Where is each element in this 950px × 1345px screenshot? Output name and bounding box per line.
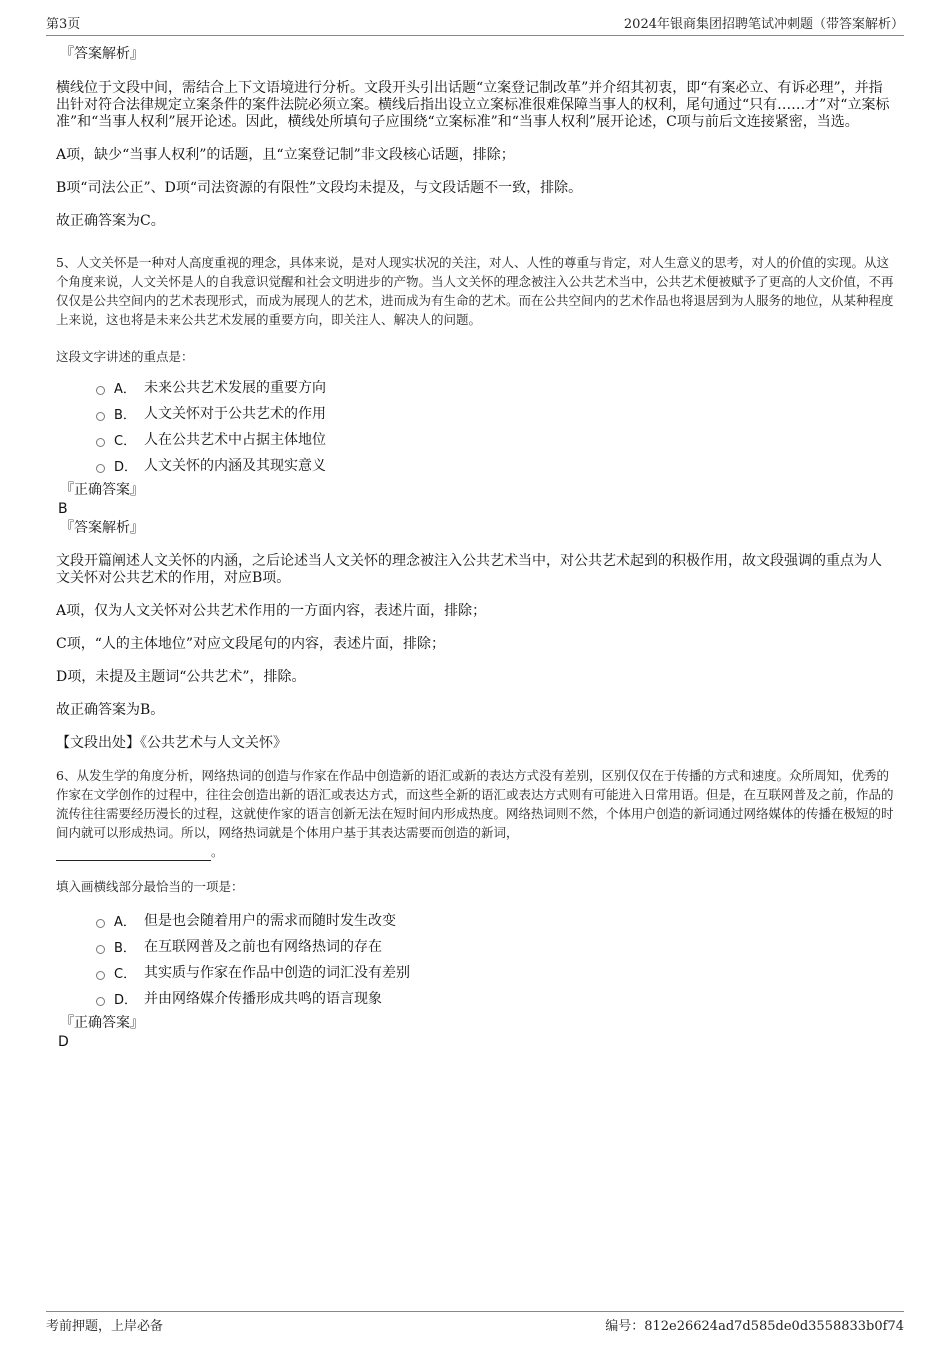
footer-slogan: 考前押题，上岸必备 (46, 1319, 164, 1334)
q6-option-c[interactable]: C． 其实质与作家在作品中创造的词汇没有差别 (96, 959, 894, 985)
q5-source: 【文段出处】《公共艺术与人文关怀》 (56, 735, 287, 751)
q5-option-c[interactable]: C． 人在公共艺术中占据主体地位 (96, 426, 894, 452)
q5-stem: 这段文字讲述的重点是： (56, 349, 194, 364)
fill-blank (56, 848, 211, 861)
q5-option-b[interactable]: B． 人文关怀对于公共艺术的作用 (96, 400, 894, 426)
q5-option-d[interactable]: D． 人文关怀的内涵及其现实意义 (96, 452, 894, 478)
q5-analysis-a: A项，仅为人文关怀对公共艺术作用的一方面内容，表述片面，排除； (56, 603, 487, 619)
q5-option-a[interactable]: A． 未来公共艺术发展的重要方向 (96, 374, 894, 400)
radio-icon[interactable] (96, 945, 105, 954)
radio-icon[interactable] (96, 971, 105, 980)
page-content (56, 44, 894, 1051)
q6-answer-tag: 『正确答案』 (60, 1015, 144, 1031)
radio-icon[interactable] (96, 919, 105, 928)
q5-answer-tag: 『正确答案』 (60, 482, 144, 498)
q6-stem: 填入画横线部分最恰当的一项是： (56, 879, 244, 894)
q5-analysis-tag: 『答案解析』 (60, 520, 144, 536)
q5-answer: B (58, 501, 68, 517)
q4-analysis-a: A项，缺少“当事人权利”的话题，且“立案登记制”非文段核心话题，排除； (56, 147, 515, 163)
radio-icon[interactable] (96, 438, 105, 447)
q5-options (96, 374, 894, 478)
radio-icon[interactable] (96, 997, 105, 1006)
q6-options (96, 907, 894, 1011)
q5-text: 5、人文关怀是一种对人高度重视的理念，具体来说，是对人现实状况的关注，对人、人性的尊重与肯定，对人生意义的思考，对人的价值的实现。从这个角度来说，人文关怀是人的自我意识觉醒和社会文明进步的产物。当人文关怀的理念被注入公共艺术当中，公共艺术便被赋予了更高的人文价值，不再仅仅是公共空间内的艺术表现形式，而成为展现人的艺术，进而成为有生命的艺术。而在公共空间内的艺术作品也将退居到为人服务的地位，从某种程度上来说，这也将是未来公共艺术发展的重要方向，即关注人、解决人的问题。 (56, 255, 894, 327)
q6-text: 6、从发生学的角度分析，网络热词的创造与作家在作品中创造新的语汇或新的表达方式没有差别，区别仅仅在于传播的方式和速度。众所周知，优秀的作家在文学创作的过程中，往往会创造出新的语汇或表达方式，而这些全新的语汇或表达方式则有可能进入日常用语。但是，在互联网普及之前，作品的流传往往需要经历漫长的过程，这就使作家的语言创新无法在短时间内形成热度。网络热词则不然，个体用户创造的新词通过网络媒体的传播在极短的时间内就可以形成热词。所以，网络热词就是个体用户基于其表达需要而创造的新词， 。 (56, 768, 894, 859)
radio-icon[interactable] (96, 386, 105, 395)
q6-option-d[interactable]: D． 并由网络媒介传播形成共鸣的语言现象 (96, 985, 894, 1011)
q4-conclusion: 故正确答案为C。 (56, 213, 165, 229)
q6-answer: D (58, 1034, 69, 1050)
document-title: 2024年银商集团招聘笔试冲刺题（带答案解析） (623, 17, 904, 32)
q5-analysis-c: C项，“人的主体地位”对应文段尾句的内容，表述片面，排除； (56, 636, 446, 652)
radio-icon[interactable] (96, 412, 105, 421)
page-header (46, 13, 904, 36)
page-footer (46, 1311, 904, 1334)
q4-analysis: 横线位于文段中间，需结合上下文语境进行分析。文段开头引出话题“立案登记制改革”并介绍其初衷，即“有案必立、有诉必理”，并指出针对符合法律规定立案条件的案件法院必须立案。横线后指出设立立案标准很难保障当事人的权利，尾句通过“只有……才”对“立案标准”和“当事人权利”展开论述。因此，横线处所填句子应围绕“立案标准”和“当事人权利”展开论述，C项与前后文连接紧密，当选。 (56, 80, 890, 130)
q6-option-a[interactable]: A． 但是也会随着用户的需求而随时发生改变 (96, 907, 894, 933)
q6-option-b[interactable]: B． 在互联网普及之前也有网络热词的存在 (96, 933, 894, 959)
q5-analysis: 文段开篇阐述人文关怀的内涵，之后论述当人文关怀的理念被注入公共艺术当中，对公共艺术起到的积极作用，故文段强调的重点为人文关怀对公共艺术的作用，对应B项。 (56, 553, 882, 586)
q5-conclusion: 故正确答案为B。 (56, 702, 165, 718)
document-serial: 编号：812e26624ad7d585de0d3558833b0f74 (605, 1319, 904, 1334)
page-number: 第3页 (46, 17, 81, 32)
radio-icon[interactable] (96, 464, 105, 473)
q4-analysis-bd: B项“司法公正”、D项“司法资源的有限性”文段均未提及，与文段话题不一致，排除。 (56, 180, 583, 196)
q5-analysis-d: D项，未提及主题词“公共艺术”，排除。 (56, 669, 306, 685)
q4-analysis-tag: 『答案解析』 (60, 46, 144, 62)
